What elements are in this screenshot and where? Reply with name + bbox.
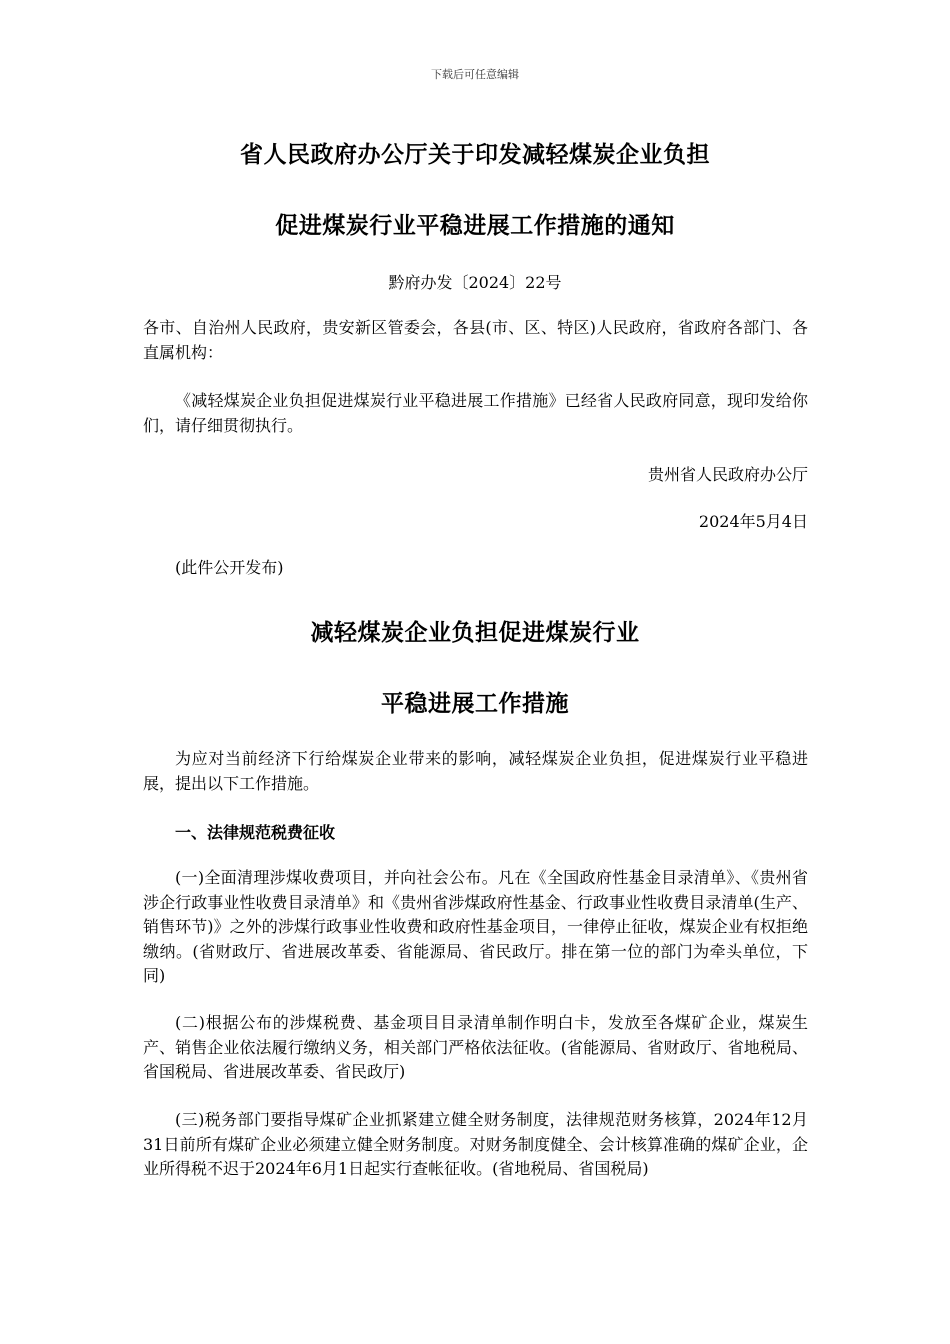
notice-body: 《减轻煤炭企业负担促进煤炭行业平稳进展工作措施》已经省人民政府同意，现印发给你们，请仔细贯彻执行。 — [143, 391, 808, 435]
issue-date: 2024年5月4日 — [698, 512, 808, 531]
measure-item-3: (三)税务部门要指导煤矿企业抓紧建立健全财务制度，法律规范财务核算，2024年12月31日前所有煤矿企业必须建立健全财务制度。对财务制度健全、会计核算准确的煤矿企业，企业所得税不迟于2024年6月1日起实行查帐征收。(省地税局、省国税局) — [143, 1110, 808, 1178]
measures-title-line-1: 减轻煤炭企业负担促进煤炭行业 — [310, 620, 640, 646]
measure-item-1: (一)全面清理涉煤收费项目，并向社会公布。凡在《全国政府性基金目录清单》、《贵州省涉企行政事业性收费目录清单》和《贵州省涉煤政府性基金、行政事业性收费目录清单(生产、销售环节)》之外的涉煤行政事业性收费和政府性基金项目，一律停止征收，煤炭企业有权拒绝缴纳。(省财政厅、省进展改革委、省能源局、省民政厅。排在第一位的部门为牵头单位，下同) — [143, 868, 808, 985]
page-header-note: 下载后可任意编辑 — [431, 68, 519, 81]
publication-note: (此件公开发布) — [175, 558, 284, 577]
addressees: 各市、自治州人民政府，贵安新区管委会，各县(市、区、特区)人民政府，省政府各部门、各直属机构： — [143, 318, 808, 362]
measures-intro: 为应对当前经济下行给煤炭企业带来的影响，减轻煤炭企业负担，促进煤炭行业平稳进展，提出以下工作措施。 — [143, 749, 808, 793]
document-number: 黔府办发〔2024〕22号 — [388, 273, 562, 292]
section-heading-1: 一、法律规范税费征收 — [175, 823, 336, 842]
notice-title-line-1: 省人民政府办公厅关于印发减轻煤炭企业负担 — [240, 142, 710, 168]
notice-title-line-2: 促进煤炭行业平稳进展工作措施的通知 — [275, 213, 675, 239]
issuer: 贵州省人民政府办公厅 — [647, 465, 808, 484]
measure-item-2: (二)根据公布的涉煤税费、基金项目目录清单制作明白卡，发放至各煤矿企业，煤炭生产、销售企业依法履行缴纳义务，相关部门严格依法征收。(省能源局、省财政厅、省地税局、省国税局、省进展改革委、省民政厅) — [143, 1013, 808, 1081]
measures-title-line-2: 平稳进展工作措施 — [381, 691, 569, 717]
